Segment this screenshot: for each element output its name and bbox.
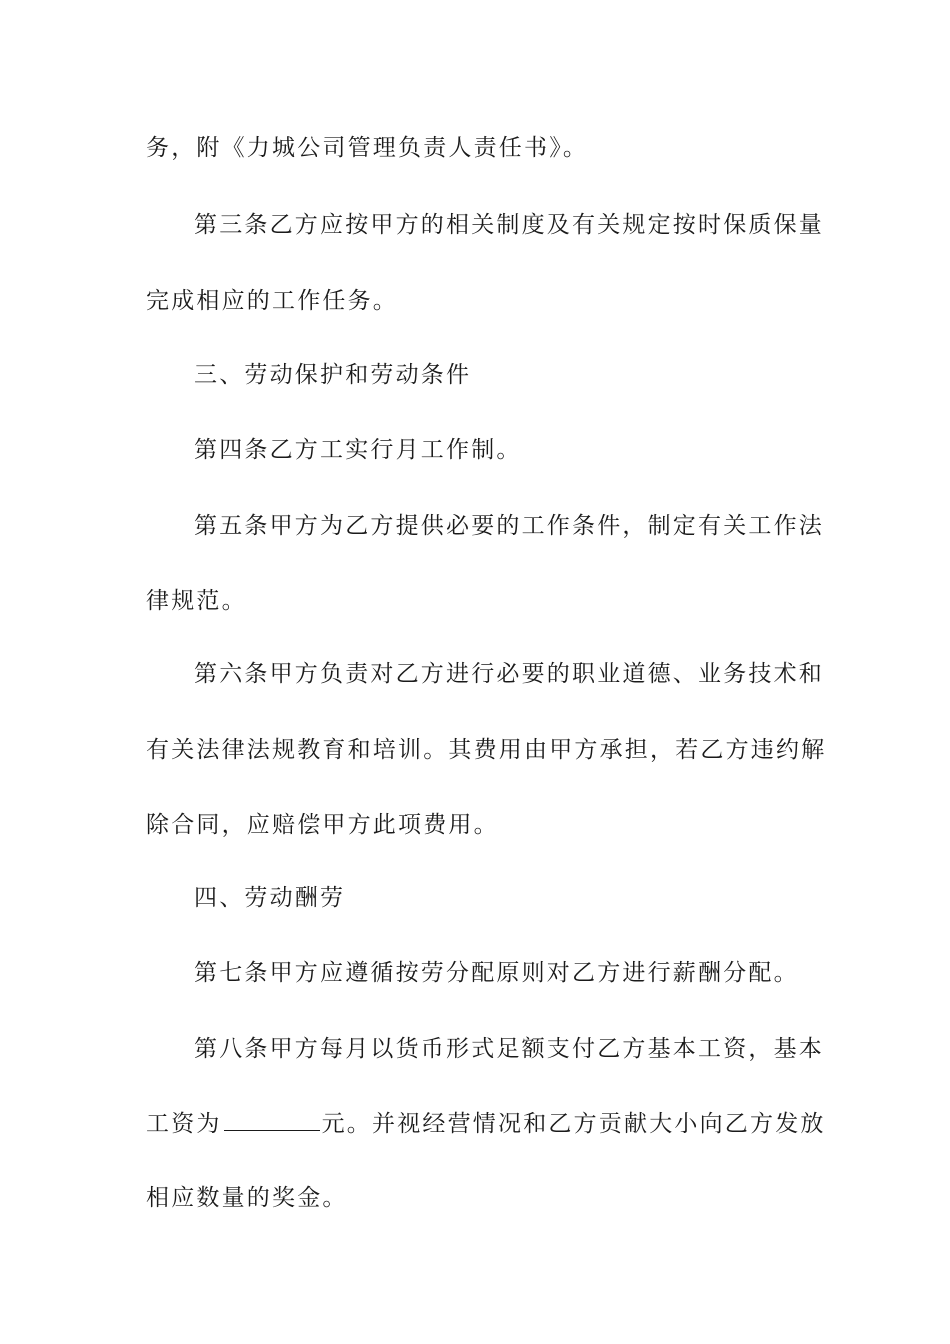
paragraph-line: 第六条甲方负责对乙方进行必要的职业道德、业务技术和 xyxy=(194,661,824,687)
salary-line xyxy=(146,1108,826,1139)
paragraph-line: 第五条甲方为乙方提供必要的工作条件，制定有关工作法 xyxy=(194,513,824,539)
paragraph-line: 相应数量的奖金。 xyxy=(146,1185,348,1211)
paragraph-line: 第三条乙方应按甲方的相关制度及有关规定按时保质保量 xyxy=(194,212,824,238)
paragraph-line: 有关法律法规教育和培训。其费用由甲方承担，若乙方违约解 xyxy=(146,737,827,763)
paragraph-line: 第八条甲方每月以货币形式足额支付乙方基本工资，基本 xyxy=(194,1036,824,1062)
paragraph-line: 务，附《力城公司管理负责人责任书》。 xyxy=(146,135,589,161)
paragraph-line: 完成相应的工作任务。 xyxy=(146,288,398,314)
paragraph-line: 律规范。 xyxy=(146,588,247,614)
paragraph-line: 第四条乙方工实行月工作制。 xyxy=(194,437,522,463)
section-heading: 四、劳动酬劳 xyxy=(194,885,346,911)
salary-text-after: 元。并视经营情况和乙方贡献大小向乙方发放 xyxy=(321,1111,826,1137)
section-heading: 三、劳动保护和劳动条件 xyxy=(194,362,472,388)
salary-blank-field xyxy=(224,1108,320,1131)
paragraph-line: 除合同，应赔偿甲方此项费用。 xyxy=(146,812,499,838)
paragraph-line: 第七条甲方应遵循按劳分配原则对乙方进行薪酬分配。 xyxy=(194,960,799,986)
salary-text-before: 工资为 xyxy=(146,1111,222,1137)
